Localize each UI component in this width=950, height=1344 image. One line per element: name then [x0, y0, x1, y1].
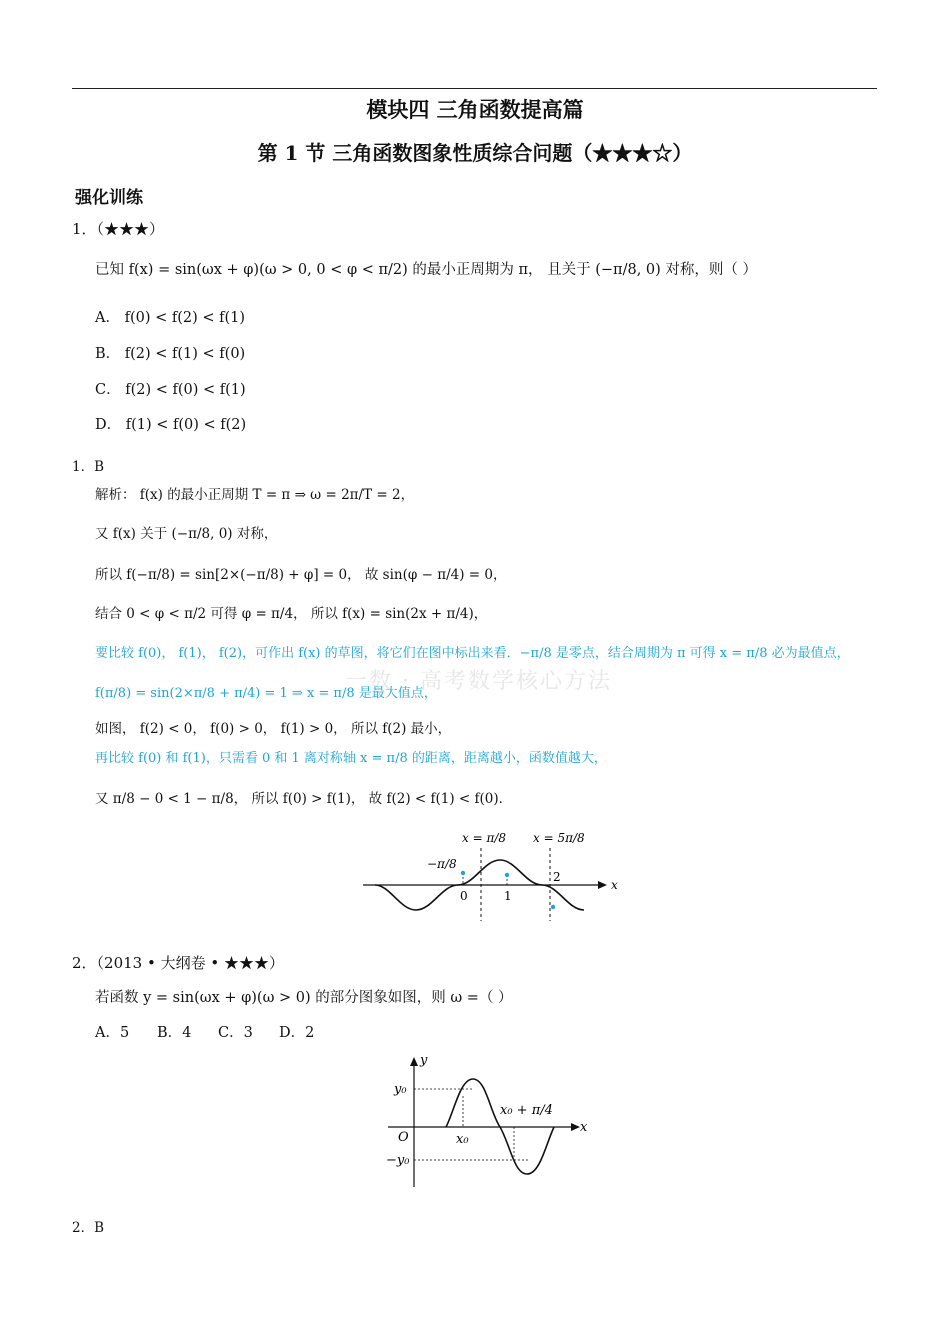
label-neg-pi-over-8: −π/8 — [427, 857, 457, 871]
label-x-5pi-over-8: x = 5π/8 — [533, 831, 585, 845]
q2-stem: 若函数 y = sin(ωx + φ)(ω > 0) 的部分图象如图，则 ω =（ ） — [95, 990, 513, 1006]
point-f1 — [505, 873, 509, 877]
label-x-pi-over-8: x = π/8 — [462, 831, 507, 845]
q1-option-c: C． f(2) < f(0) < f(1) — [95, 382, 246, 398]
q1-option-a: A． f(0) < f(2) < f(1) — [95, 310, 246, 326]
a1-line-9: 又 π/8 − 0 < 1 − π/8， 所以 f(0) > f(1)， 故 f(2) < f(1) < f(0)． — [95, 791, 513, 807]
top-rule — [72, 88, 877, 89]
label-2: 2 — [553, 870, 561, 884]
q2-option-d: D．2 — [279, 1025, 315, 1041]
q1-option-b: B． f(2) < f(1) < f(0) — [95, 346, 246, 362]
a1-line-2: 又 f(x) 关于 (−π/8, 0) 对称， — [95, 526, 278, 542]
a2-answer: 2．B — [72, 1220, 105, 1236]
q1-number: 1．（★★★） — [72, 220, 165, 238]
a1-line-3: 所以 f(−π/8) = sin[2×(−π/8) + φ] = 0， 故 sin(φ − π/4) = 0， — [95, 567, 507, 583]
subsection-title: 强化训练 — [75, 188, 143, 208]
q1-stem: 已知 f(x) = sin(ωx + φ)(ω > 0, 0 < φ < π/2) 的最小正周期为 π， 且关于 (−π/8, 0) 对称，则（ ） — [95, 262, 758, 278]
a1-answer: 1．B — [72, 459, 105, 475]
label-x0: x₀ — [456, 1132, 469, 1147]
label-origin: O — [398, 1130, 409, 1145]
q2-number: 2．（2013 • 大纲卷 • ★★★） — [72, 954, 284, 972]
q2-option-a: A．5 — [95, 1025, 130, 1041]
sine-graph-figure-2 — [380, 1052, 595, 1192]
label-x-axis: x — [611, 878, 618, 892]
a1-line-4: 结合 0 < φ < π/2 可得 φ = π/4， 所以 f(x) = sin(2x + π/4)， — [95, 606, 488, 622]
point-f0 — [461, 871, 465, 875]
x-axis-arrow — [598, 881, 607, 889]
y-axis-arrow — [410, 1057, 418, 1066]
label-neg-y0: −y₀ — [386, 1153, 410, 1168]
label-x0-plus-pi-over-4: x₀ + π/4 — [500, 1103, 553, 1118]
q2-option-b: B．4 — [157, 1025, 192, 1041]
a1-line-1: 解析： f(x) 的最小正周期 T = π ⇒ ω = 2π/T = 2， — [95, 487, 415, 503]
point-f2 — [551, 905, 555, 909]
sine-sketch-figure-1 — [355, 818, 625, 928]
watermark: 一数 · 高考数学核心方法 — [345, 669, 612, 694]
label-y0: y₀ — [394, 1082, 407, 1097]
label-y-axis: y — [420, 1053, 428, 1068]
label-0: 0 — [460, 889, 468, 903]
section-title: 第 1 节 三角函数图象性质综合问题（★★★☆） — [257, 141, 693, 165]
module-title: 模块四 三角函数提高篇 — [366, 97, 584, 122]
label-x-axis: x — [580, 1120, 588, 1135]
q1-option-d: D． f(1) < f(0) < f(2) — [95, 417, 247, 433]
q2-option-c: C．3 — [218, 1025, 253, 1041]
a1-line-8: 再比较 f(0) 和 f(1)，只需看 0 和 1 离对称轴 x = π/8 的距离，距离越小，函数值越大， — [95, 751, 607, 766]
label-1: 1 — [504, 889, 512, 903]
a1-line-7: 如图， f(2) < 0， f(0) > 0， f(1) > 0， 所以 f(2) 最小， — [95, 721, 452, 737]
a1-line-6: f(π/8) = sin(2×π/8 + π/4) = 1 ⇒ x = π/8 是最大值点， — [95, 686, 437, 701]
x-axis-arrow — [571, 1123, 580, 1131]
a1-line-5: 要比较 f(0)， f(1)， f(2)，可作出 f(x) 的草图，将它们在图中标出来看．−π/8 是零点，结合周期为 π 可得 x = π/8 必为最值点， — [95, 646, 850, 661]
